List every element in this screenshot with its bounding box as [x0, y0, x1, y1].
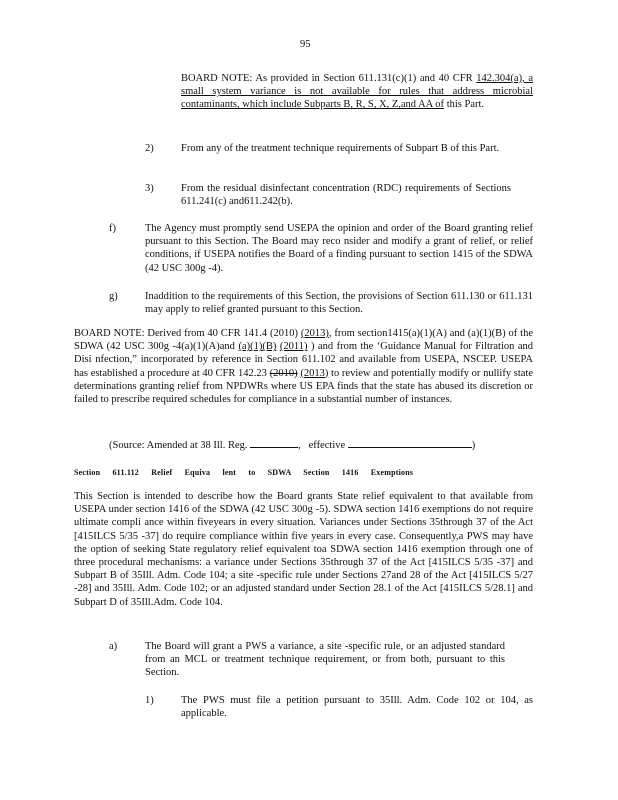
item-text: The PWS must file a petition pursuant to 35Ill. Adm. Code 102 or 104, as applicable. — [181, 695, 533, 720]
inserted-text: (2011) — [279, 341, 308, 353]
item-label: g) — [109, 291, 118, 302]
item-label: 2) — [145, 143, 154, 154]
item-text: From any of the treatment technique requirements of Subpart B of this Part. — [181, 143, 500, 154]
item-text: The Board will grant a PWS a variance, a site -specific rule, or an adjusted standard from an MCL or treatment technique requirement, or from both, pursuant to this Section. — [145, 641, 505, 679]
source-line: (Source: Amended at 38 Ill. Reg. , effective ) — [109, 440, 476, 451]
section-intro: This Section is intended to describe how the Board grants State relief equivalent to that available from USEPA under section 1416 of the SDWA (42 USC 300g -5). SDWA section 1416 exemptions do not require ultimate compli ance within fiveyears in every situation. Variances under Sections 35through 37 of the Act [415ILCS 5/35 -37] do require compliance within five years in every case. Consequently,a PWS may have the option of seeking State regulatory relief equivalent toa SDWA section 1416 exemption through one of three procedural mechanisms: a variance under Sections 35through 37 of the Act [415ILCS 5/35 -37] and Subpart B of 35Ill. Adm. Code 104; a site -specific rule under Sections 27and 28 of the Act [415ILCS 5/27 -28] and 35Ill. Adm. Code 102; or an adjusted standard under Section 28.1 of the Act [415ILCS 5/28.1] and Subpart D of 35Ill.Adm. Code 104. — [74, 491, 533, 608]
item-text: Inaddition to the requirements of this Section, the provisions of Section 611.130 or 611.131 may apply to relief granted pursuant to this Section. — [145, 291, 533, 316]
board-note-derivation: BOARD NOTE: Derived from 40 CFR 141.4 (2010) (2013), from section1415(a)(1)(A) and (a)(1)(B) of the SDWA (42 USC 300g -4(a)(1)(A)and (a)(1)(B) (2011) ) and from the ‘Guidance Manual for Filtration and Disi nfection,” incorporated by reference in Section 611.102 and available from USEPA, NSCEP. USEPA has established a procedure at 40 CFR 142.23 (2010) (2013) to review and potentially modify or nullify state determinations granting relief from NPDWRs where US EPA finds that the state has abused its discretion or failed to prescribe required schedules for compliance in a substantial number of instances. — [74, 328, 534, 406]
page-number: 95 — [300, 39, 311, 50]
board-note-text: this Part. — [446, 99, 485, 111]
inserted-text: (2013) — [300, 367, 329, 379]
item-text: From the residual disinfectant concentration (RDC) requirements of Sections 611.241(c) and611.242(b). — [181, 183, 511, 208]
reg-blank — [250, 438, 298, 448]
board-note-text: BOARD NOTE: As provided in Section 611.131(c)(1) and 40 CFR — [181, 73, 473, 84]
board-note-small-system — [181, 72, 533, 112]
item-text: The Agency must promptly send USEPA the opinion and order of the Board granting relief pursuant to this Section. The Board may reco nsider and modify a grant of relief, or relief conditions, if USEPA notifies the Board of a finding pursuant to section 1415 of the SDWA (42 USC 300g -4). — [145, 223, 533, 274]
item-label: f) — [109, 223, 116, 234]
board-note-inserted-text: 142.304(a), a small system variance is not available for rules that address microbial contaminants, which include Subparts B, R, S, X, Z,and AA of — [181, 73, 533, 111]
deleted-text: (2010) — [269, 367, 298, 379]
item-label: 1) — [145, 695, 154, 706]
effective-date-blank — [348, 438, 472, 448]
item-label: a) — [109, 641, 118, 652]
item-label: 3) — [145, 183, 154, 194]
section-heading: Section 611.112 Relief Equiva lent to SDWA Section 1416 Exemptions — [74, 468, 414, 477]
inserted-text: (2013) — [300, 328, 329, 339]
inserted-text: (a)(1)(B) — [238, 341, 277, 353]
